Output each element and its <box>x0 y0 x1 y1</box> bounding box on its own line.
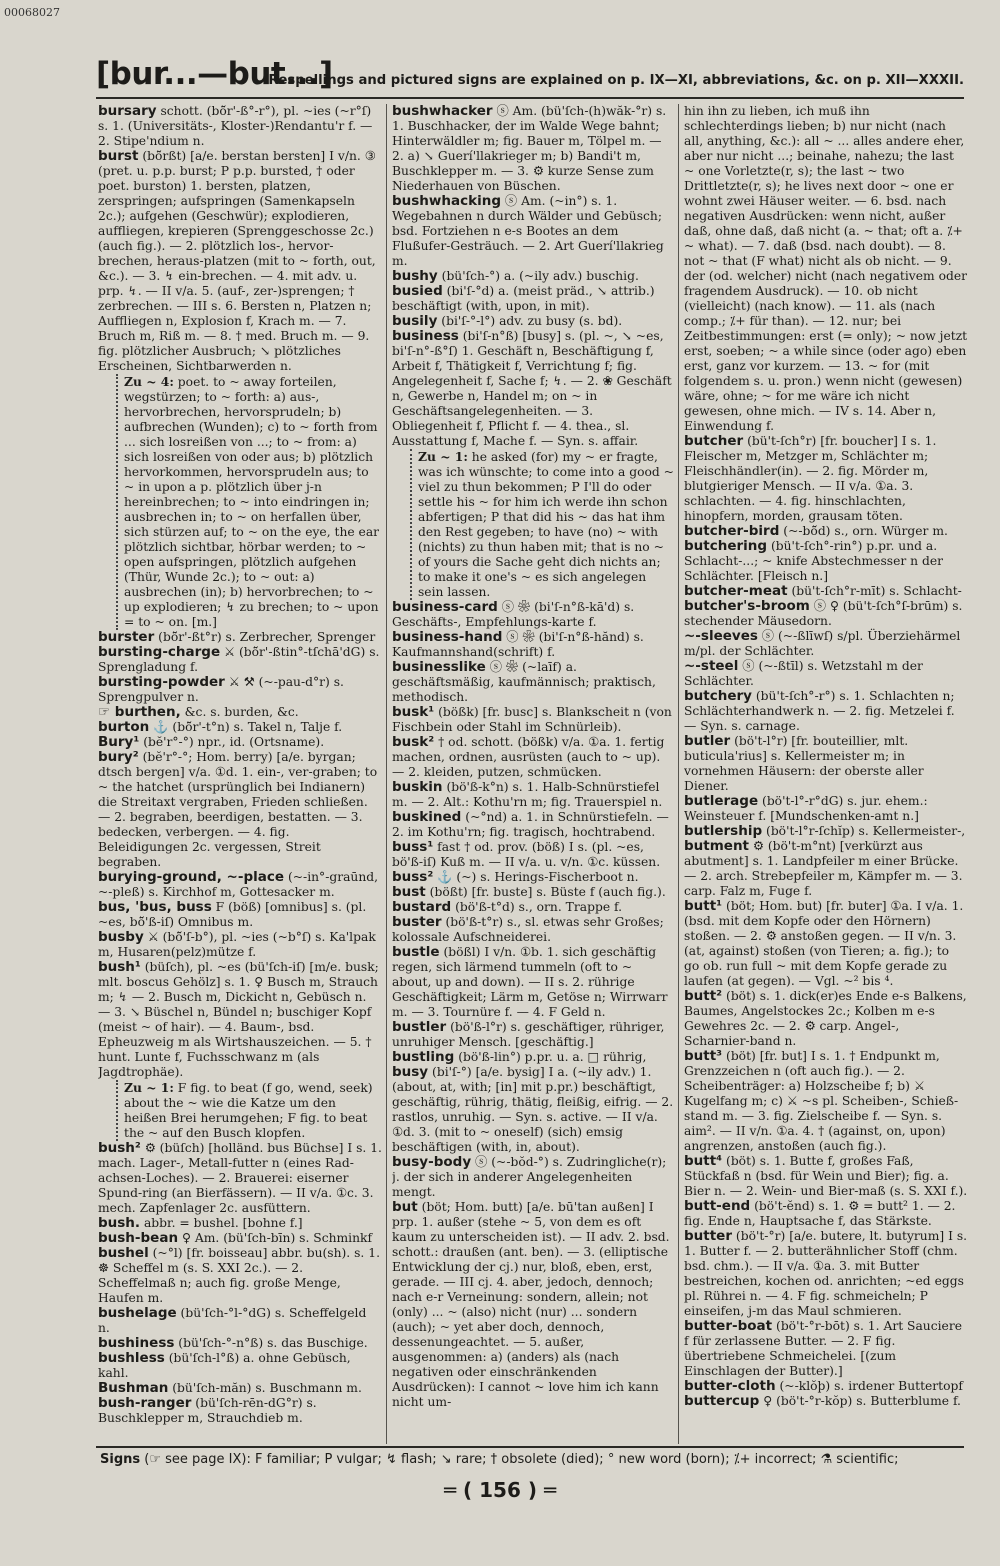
entry-text: ♀ (bö't-°r-kŏp) s. Butterblume f. <box>759 1394 961 1408</box>
dictionary-entry <box>392 1020 674 1050</box>
dictionary-entry <box>392 945 674 1020</box>
entry-text: (bi'ſ-°d) a. (meist präd., ↘ attrib.) beschäftigt (with, upon, in mit). <box>392 284 655 313</box>
headword: butchery <box>684 688 752 704</box>
signs-label: Signs <box>100 1452 141 1467</box>
entry-text: F fig. to beat (f go, wend, seek) about the ~ wie die Katze um den heißen Brei herumgehen; F fig. to beat the ~ auf den Busch klopfen. <box>124 1081 373 1140</box>
dictionary-entry <box>684 839 968 899</box>
entry-text: ⚔ (bö̆r'-ßtin°-tſchā'dG) s. Sprengladung f. <box>98 645 380 674</box>
phrase-block <box>116 1080 382 1141</box>
headword: butlership <box>684 823 763 839</box>
dictionary-entry <box>98 960 382 1080</box>
entry-text: ⓢ Am. (bü'ſch-(h)wăk-°r) s. 1. Buschhacker, der im Walde Wege bahnt; Hinterwäldler m; fig. Bauer m, Tölpel m. — 2. a) ↘ Guerí'llakrieger m; b) Bandi't m, Buschklepper m. — 3. ⚙ kurze Sense zum Niederhauen von Büschen. <box>392 104 667 193</box>
dictionary-entry <box>684 794 968 824</box>
headword: buskin <box>392 779 443 795</box>
entry-text: ♀ Am. (bü'ſch-bīn) s. Schminkf <box>178 1231 373 1245</box>
headword: butcher-meat <box>684 583 788 599</box>
entry-text: ⚓ (~) s. Herings-Fischerboot n. <box>433 870 639 884</box>
headword: bush-ranger <box>98 1395 192 1411</box>
dictionary-entry <box>684 1229 968 1319</box>
headword: bushiness <box>98 1335 175 1351</box>
dictionary-entry <box>392 870 674 885</box>
headword: business <box>392 328 459 344</box>
headword: butt³ <box>684 1048 723 1064</box>
entry-text: ⚔ ⚒ (~-pau-d°r) s. Sprengpulver n. <box>98 675 344 704</box>
entry-text: ⓢ ❀ (bi'ſ-n°ß-hănd) s. Kaufmannshand(schrift) f. <box>392 630 644 659</box>
entry-text: (böt; Hom. but) [fr. buter] ①a. I v/a. 1. (bsd. mit dem Kopfe oder den Hörnern) stoßen. — 2. ⚙ anstoßen gegen. — II v/n. 3. (at, against) stoßen (von Tieren; a. fig.); to go ob. run full ~ mit dem Kopfe gerade zu laufen (at gegen). — Vgl. ~² bis ⁴. <box>684 899 964 988</box>
entry-text: fast † od. prov. (böß) I s. (pl. ~es, bö'ß-iſ) Kuß m. — II v/a. u. v/n. ①c. küssen. <box>392 840 661 869</box>
headword: bush² <box>98 1140 141 1156</box>
entry-text: he asked (for) my ~ er fragte, was ich wünschte; to come into a good ~ viel zu thun bekommen; P I'll do oder settle his ~ for him ich werde ihn schon abfertigen; P that did his ~ das hat ihm den Rest gegeben; to have (no) ~ with (nichts) zu thun haben mit; that is no ~ of yours die Sache geht dich nichts an; to make it one's ~ es sich angelegen sein lassen. <box>418 450 674 599</box>
entry-text: ⚓ (bö̆r'-t°n) s. Takel n, Talje f. <box>149 720 343 734</box>
dictionary-entry <box>392 314 674 329</box>
headword: butt-end <box>684 1198 751 1214</box>
headword: busby <box>98 929 144 945</box>
entry-text: (böt; Hom. butt) [a/e. bū'tan außen] I prp. 1. außer (stehe ~ 5, von dem es oft kaum zu unterscheiden ist). — II adv. 2. bsd. schott.: draußen (ant. ben). — 3. (elliptische Entwicklung der cj.) nur, bloß, eben, erst, gerade. — III cj. 4. aber, jedoch, dennoch; nach e-r Verneinung: sondern, allein; not (only) ... ~ (also) nicht (nur) ... sondern (auch); ~ yet aber doch, dennoch, dessenungeachtet. — 5. außer, ausgenommen: a) (anders) als (nach negativen oder einschränkenden Ausdrücken): I cannot ~ love him ich kann nicht um- <box>392 1200 670 1409</box>
headword: butchering <box>684 538 768 554</box>
headword: bushel <box>98 1245 149 1261</box>
headword: bustle <box>392 944 440 960</box>
header-rule <box>96 97 964 99</box>
entry-text: (bü't-ſch°r-mīt) s. Schlacht- <box>787 584 962 598</box>
entry-text: F (böß) [omnibus] s. (pl. ~es, bö̆'ß-iſ) Omnibus m. <box>98 900 367 929</box>
dictionary-entry <box>98 630 382 645</box>
dictionary-entry <box>98 1216 382 1231</box>
dictionary-entry <box>98 1306 382 1336</box>
dictionary-entry <box>684 689 968 734</box>
headword: ☞ burthen, <box>98 704 181 720</box>
dictionary-entry <box>98 645 382 675</box>
entry-text: (bö'ß-t°d) s., orn. Trappe f. <box>451 900 623 914</box>
headword: butcher's-broom <box>684 598 810 614</box>
dictionary-entry <box>684 1154 968 1199</box>
dictionary-entry <box>98 1351 382 1381</box>
headword: business-hand <box>392 629 503 645</box>
entry-text: (bü'ſch-măn) s. Buschmann m. <box>168 1381 362 1395</box>
entry-text: (bö'ß-k°n) s. 1. Halb-Schnürstiefel m. — 2. Alt.: Kothu'rn m; fig. Trauerspiel n. <box>392 780 663 809</box>
entry-text: ⚔ (bö̆'ſ-b°), pl. ~ies (~b°ſ) s. Ka'lpak m, Husaren(pelz)mütze f. <box>98 930 376 959</box>
entry-text: (bü'ſch-°-n°ß) s. das Buschige. <box>174 1336 368 1350</box>
dictionary-entry <box>392 810 674 840</box>
entry-text: (bü'ſch-l°ß) a. ohne Gebüsch, kahl. <box>98 1351 351 1380</box>
entry-text: ⓢ ♀ (bü't-ſch°ſ-brūm) s. stechender Mäusedorn. <box>684 599 963 628</box>
dictionary-entry <box>684 1394 968 1409</box>
headword: butler <box>684 733 731 749</box>
entry-text: (bĕ'r°-°; Hom. berry) [a/e. byrgan; dtsch bergen] v/a. ①d. 1. ein-, ver-graben; to ~ the hatchet (ursprünglich bei Indianern) die Streitaxt vergraben, Frieden schließen. — 2. begraben, beerdigen, bestatten. — 3. bedecken, verbergen. — 4. fig. Beleidigungen 2c. vergessen, Streit begraben. <box>98 750 378 869</box>
headword: Zu ~ 1: <box>418 449 468 464</box>
entry-text: (~-klŏþ) s. irdener Buttertopf <box>775 1379 963 1393</box>
entry-text: schott. (bö̆r'-ß°-r°), pl. ~ies (~r°ſ) s. 1. (Universitäts-, Kloster-)Rendantu'r f. — 2. Stipe'ndium n. <box>98 104 373 148</box>
dictionary-entry <box>98 1336 382 1351</box>
dictionary-entry <box>98 930 382 960</box>
headword: bust <box>392 884 426 900</box>
headword: bushwhacking <box>392 193 501 209</box>
scan-id: 00068027 <box>4 6 60 19</box>
headword: butlerage <box>684 793 759 809</box>
headword: Zu ~ 4: <box>124 374 174 389</box>
entry-text: (bü'ſch-°l-°dG) s. Scheffelgeld n. <box>98 1306 367 1335</box>
entry-text: (bößl) I v/n. ①b. 1. sich geschäftig regen, sich lärmend tummeln (oft to ~ about, up and down). — II s. 2. rührige Geschäftigkeit; Lärm m, Getöse n; Wirrwarr m. — 3. Tournüre f. — 4. F Geld n. <box>392 945 668 1019</box>
dictionary-entry <box>98 1381 382 1396</box>
entry-text: (bö't-°r) [a/e. butere, lt. butyrum] I s. 1. Butter f. — 2. butterähnlicher Stoff (chm. bsd. chm.). — II v/a. ①a. 3. mit Butter bestreichen, kochen od. anrichten; ~ed eggs pl. Rührei n. — 4. F fig. schmeicheln; P einseifen, j-m das Maul schmieren. <box>684 1229 968 1318</box>
dictionary-entry <box>684 1199 968 1229</box>
entry-text: (böt) [fr. but] I s. 1. † Endpunkt m, Grenzzeichen n (oft auch fig.). — 2. Scheibenträger: a) Holzscheibe f; b) ⚔ Kugelfang m; c) ⚔ ~s pl. Scheiben-, Schieß-stand m. — 3. fig. Zielscheibe f. — Syn. s. aim². — II v/n. ①a. 4. † (against, on, upon) angrenzen, anstoßen (auch fig.). <box>684 1049 959 1153</box>
dictionary-entry <box>98 750 382 870</box>
dictionary-entry <box>684 434 968 524</box>
entry-text: abbr. = bushel. [bohne f.] <box>140 1216 303 1230</box>
headword: butment <box>684 838 750 854</box>
entry-text: (bö'ß-t°r) s., sl. etwas sehr Großes; kolossale Aufschneiderei. <box>392 915 664 944</box>
dictionary-entry <box>392 630 674 660</box>
headword: butter-boat <box>684 1318 773 1334</box>
dictionary-entry <box>684 899 968 989</box>
dictionary-entry <box>98 1141 382 1216</box>
headword: burying-ground, ~-place <box>98 869 285 885</box>
dictionary-entry <box>98 149 382 374</box>
dictionary-entry <box>684 1319 968 1379</box>
column-divider <box>678 104 679 1444</box>
page-range-title: [bur...—but...] <box>96 56 333 92</box>
dictionary-entry <box>392 284 674 314</box>
entry-text: (bi'ſ-°) [a/e. bysig] I a. (~ily adv.) 1. (about, at, with; [in] mit p.pr.) beschäftigt, geschäftig, rührig, thätig, fleißig, eifrig. — 2. rastlos, unruhig. — Syn. s. active. — II v/a. ①d. 3. (mit to ~ oneself) (sich) emsig beschäftigen (with, in, about). <box>392 1065 674 1154</box>
headword: burster <box>98 629 155 645</box>
headword: burst <box>98 148 139 164</box>
entry-text: ⓢ ❀ (bi'ſ-n°ß-kā'd) s. Geschäfts-, Empfehlungs-karte f. <box>392 600 635 629</box>
entry-text: hin ihn zu lieben, ich muß ihn schlechterdings lieben; b) nur nicht (nach all, anything, &c.): all ~ ... alles andere eher, aber nur nicht ...; beinahe, nahezu; the last ~ one Vorletzte(r, s); the last ~ two Drittletzte(r, s); he lives next door ~ one er wohnt zwei Häuser weiter. — 6. bsd. nach negativen Ausdrücken: wenn nicht, außer daß, ohne daß, daß nicht (a. ~ that; oft a. ⁒+ ~ what). — 7. daß (bsd. nach doubt). — 8. not ~ that (F what) nicht als ob nicht. — 9. der (od. welcher) nicht (nach negativem oder fragendem Ausdruck). — 10. ob nicht (vielleicht) (nach know). — 11. als (nach comp.; ⁒+ für than). — 12. nur; bei Zeitbestimmungen: erst (= only); ~ now jetzt erst, soeben; ~ a while since (oder ago) eben erst, ganz vor kurzem. — 13. ~ for (mit folgendem s. u. pron.) wenn nicht (gewesen) wäre, ohne; ~ for me wäre ich nicht gewesen, ohne mich. — IV s. 14. Aber n, Einwendung f. <box>684 104 968 433</box>
headword: Bury¹ <box>98 734 140 750</box>
dictionary-entry <box>392 1155 674 1200</box>
headword: but <box>392 1199 418 1215</box>
entry-text: (bö'ß-lin°) p.pr. u. a. □ rührig, <box>454 1050 647 1064</box>
entry-text: &c. s. burden, &c. <box>180 705 299 719</box>
entry-text: † od. schott. (bößk) v/a. ①a. 1. fertig machen, ordnen, ausrüsten (auch to ~ up). — 2. kleiden, putzen, schmücken. <box>392 735 665 779</box>
column-3 <box>684 104 968 1442</box>
dictionary-entry <box>684 1379 968 1394</box>
phrase-block <box>410 449 674 600</box>
entry-text: (bö't-l°-r°dG) s. jur. ehem.: Weinsteuer f. [Mundschenken-amt n.] <box>684 794 928 823</box>
headword: busy-body <box>392 1154 472 1170</box>
headword: bursting-charge <box>98 644 221 660</box>
headword: businesslike <box>392 659 486 675</box>
dictionary-entry <box>392 1200 674 1410</box>
dictionary-entry <box>392 735 674 780</box>
entry-text: (bü'ſch-°) a. (~ily adv.) buschig. <box>437 269 639 283</box>
headword: bursary <box>98 104 157 119</box>
dictionary-entry <box>684 824 968 839</box>
headword: ~-steel <box>684 658 739 674</box>
dictionary-entry <box>392 885 674 900</box>
headword: butter <box>684 1228 732 1244</box>
dictionary-entry <box>392 780 674 810</box>
dictionary-entry <box>98 675 382 705</box>
dictionary-entry <box>392 104 674 194</box>
entry-text: ⚙ (bö't-m°nt) [verkürzt aus abutment] s. 1. Landpfeiler m einer Brücke. — 2. arch. Strebepfeiler m, Kämpfer m. — 3. carp. Falz m, Fuge f. <box>684 839 963 898</box>
dictionary-entry <box>684 104 968 434</box>
dictionary-entry <box>684 989 968 1049</box>
headword: bushelage <box>98 1305 177 1321</box>
entry-text: (~°nd) a. 1. in Schnürstiefeln. — 2. im Kothu'rn; fig. tragisch, hochtrabend. <box>392 810 669 839</box>
headword: busied <box>392 283 443 299</box>
entry-text: (bü't-ſch°-r°) s. 1. Schlachten n; Schlächterhandwerk n. — 2. fig. Metzelei f. — Syn. s. carnage. <box>684 689 955 733</box>
entry-text: (bö't-ĕnd) s. 1. ⚙ = butt² 1. — 2. fig. Ende n, Hauptsache f, das Stärkste. <box>684 1199 956 1228</box>
headword: butt⁴ <box>684 1153 723 1169</box>
signs-reference: (☞ see page IX): <box>144 1452 251 1467</box>
dictionary-entry <box>392 915 674 945</box>
column-divider <box>386 104 387 1444</box>
headword: buss¹ <box>392 839 434 855</box>
page-number: ═ ( 156 ) ═ <box>444 1478 556 1502</box>
column-1 <box>98 104 382 1442</box>
headword: Bushman <box>98 1380 169 1396</box>
entry-text: ⓢ (~-ßlīwſ) s/pl. Überziehärmel m/pl. der Schlächter. <box>684 629 961 658</box>
dictionary-entry <box>684 1049 968 1154</box>
entry-text: (bi'ſ-n°ß) [busy] s. (pl. ~, ↘ ~es, bi'ſ-n°-ß°ſ) 1. Geschäft n, Beschäftigung f, Arbeit f, Thätigkeit f, Verrichtung f; fig. Angelegenheit f, Sache f; ↯. — 2. ❀ Geschäft n, Gewerbe n, Handel m; on ~ in Geschäftsangelegenheiten. — 3. Obliegenheit f, Pflicht f. — 4. thea., sl. Ausstattung f, Mache f. — Syn. s. affair. <box>392 329 672 448</box>
entry-text: (bü'ſch-rēn-dG°r) s. Buschklepper m, Strauchdieb m. <box>98 1396 317 1425</box>
headword: bustard <box>392 899 452 915</box>
dictionary-entry <box>684 659 968 689</box>
entry-text: ⓢ ❀ (~laīf) a. geschäftsmäßig, kaufmännisch; praktisch, methodisch. <box>392 660 656 704</box>
dictionary-entry <box>392 1065 674 1155</box>
dictionary-entry <box>684 599 968 629</box>
headword: buttercup <box>684 1393 760 1409</box>
dictionary-entry <box>684 734 968 794</box>
header-note: Respellings and pictured signs are explained on p. IX—XI, abbreviations, &c. on p. XII—XXXII. <box>268 73 964 88</box>
entry-text: (bö'ß-l°r) s. geschäftiger, rühriger, unruhiger Mensch. [geschäftig.] <box>392 1020 665 1049</box>
dictionary-entry <box>98 1396 382 1426</box>
headword: business-card <box>392 599 498 615</box>
entry-text: ⓢ (~-ßtīl) s. Wetzstahl m der Schlächter. <box>684 659 923 688</box>
dictionary-entry <box>684 524 968 539</box>
entry-text: (bö̆rßt) [a/e. berstan bersten] I v/n. ③ (pret. u. p.p. burst; P p.p. bursted, † oder poet. burston) 1. bersten, platzen, zerspringen; aufspringen (Samenkapseln 2c.); aufgehen (Geschwür); explodieren, auffliegen, krepieren (Sprenggeschosse 2c.) (auch fig.). — 2. plötzlich los-, hervor-brechen, heraus-platzen (mit to ~ forth, out, &c.). — 3. ↯ ein-brechen. — 4. mit adv. u. prp. ↯. — II v/a. 5. (auf-, zer-)sprengen; † zerbrechen. — III s. 6. Bersten n, Platzen n; Auffliegen n, Explosion f, Krach m. — 7. Bruch m, Riß m. — 8. † med. Bruch m. — 9. fig. plötzlicher Ausbruch; ↘ plötzliches Erscheinen, Sichtbarwerden n. <box>98 149 376 373</box>
entry-text: poet. to ~ away forteilen, wegstürzen; to ~ forth: a) aus-, hervorbrechen, hervorsprudeln; b) aufbrechen (Wunden); c) to ~ forth from ... sich losreißen von ...; to ~ from: a) sich losreißen von oder aus; b) plötzlich hervorkommen, hervorsprudeln aus; to ~ in upon a p. plötzlich über j-n hereinbrechen; to ~ into eindringen in; ausbrechen in; to ~ on herfallen über, sich stürzen auf; to ~ on the eye, the ear plötzlich sichtbar, hörbar werden; to ~ open aufspringen, plötzlich aufgehen (Thür, Wunde 2c.); to ~ out: a) ausbrechen (in); b) hervorbrechen; to ~ up explodieren; ↯ zu brechen; to ~ upon = to ~ on. [m.] <box>124 375 380 629</box>
headword: butt² <box>684 988 723 1004</box>
entry-text: (bü't-ſch°r) [fr. boucher] I s. 1. Fleischer m, Metzger m, Schlächter m; Fleischhändler(in). — 2. fig. Mörder m, blutgieriger Mensch. — II v/a. ①a. 3. schlachten. — 4. fig. hinschlachten, hinopfern, morden, grausam töten. <box>684 434 937 523</box>
headword: butcher <box>684 433 744 449</box>
entry-text: (bö't-°r-bōt) s. 1. Art Sauciere f für zerlassene Butter. — 2. F fig. übertriebene Schmeichelei. [(zum Einschlagen der Butter).] <box>684 1319 962 1378</box>
dictionary-entry <box>98 720 382 735</box>
dictionary-entry <box>392 194 674 269</box>
signs-legend <box>100 1452 966 1467</box>
page-header <box>96 56 964 96</box>
dictionary-entry <box>392 600 674 630</box>
entry-text: (büſch), pl. ~es (bü'ſch-iſ) [m/e. busk; mlt. boscus Gehölz] s. 1. ♀ Busch m, Strauch m; ↯ — 2. Busch m, Dickicht n, Gebüsch n. — 3. ↘ Büschel n, Bündel n; buschiger Kopf (meist ~ of hair). — 4. Baum-, bsd. Epheuzweig m als Wirtshauszeichen. — 5. † hunt. Lunte f, Fuchsschwanz m (als Jagdtrophäe). <box>98 960 379 1079</box>
dictionary-entry <box>98 1231 382 1246</box>
headword: butter-cloth <box>684 1378 776 1394</box>
dictionary-entry <box>684 584 968 599</box>
entry-text: (~-in°-graūnd, ~-pleß) s. Kirchhof m, Gottesacker m. <box>98 870 379 899</box>
dictionary-entry <box>392 705 674 735</box>
headword: bursting-powder <box>98 674 225 690</box>
headword: bush-bean <box>98 1230 179 1246</box>
dictionary-entry <box>392 900 674 915</box>
entry-text: (bi'ſ-°-l°) adv. zu busy (s. bd). <box>437 314 623 328</box>
headword: bush. <box>98 1215 141 1231</box>
headword: bushy <box>392 268 438 284</box>
phrase-block <box>116 374 382 630</box>
headword: bush¹ <box>98 959 141 975</box>
headword: burton <box>98 719 150 735</box>
headword: bushless <box>98 1350 165 1366</box>
entry-text: (bößt) [fr. buste] s. Büste f (auch fig.). <box>425 885 666 899</box>
dictionary-entry <box>98 705 382 720</box>
dictionary-entry <box>98 1246 382 1306</box>
headword: buskined <box>392 809 462 825</box>
headword: butcher-bird <box>684 523 780 539</box>
headword: busily <box>392 313 438 329</box>
signs-text: F familiar; P vulgar; ↯ flash; ↘ rare; † obsolete (died); ° new word (born); ⁒+ incorrect; ⚗ scientific; <box>254 1452 899 1467</box>
headword: busk² <box>392 734 435 750</box>
entry-text: (böt) s. 1. Butte f, großes Faß, Stückfaß n (bsd. für Wein und Bier); fig. a. Bier n. — 2. Wein- und Bier-maß (s. S. XXI f.). <box>684 1154 968 1198</box>
dictionary-entry <box>684 629 968 659</box>
dictionary-entry <box>98 900 382 930</box>
headword: Zu ~ 1: <box>124 1080 174 1095</box>
entry-text: (bĕ'r°-°) npr., id. (Ortsname). <box>139 735 325 749</box>
entry-text: (böt) s. 1. dick(er)es Ende e-s Balkens, Baumes, Angelstockes 2c.; Kolben m e-s Gewehres 2c. — 2. ⚙ carp. Angel-, Scharnier-band n. <box>684 989 967 1048</box>
entry-text: ⓢ Am. (~in°) s. 1. Wegebahnen n durch Wälder und Gebüsch; bsd. Fortziehen n e-s Bootes an dem Flußufer-Gesträuch. — 2. Art Guerí'llakrieg m. <box>392 194 664 268</box>
entry-text: (~°l) [fr. boisseau] abbr. bu(sh). s. 1. ☸ Scheffel m (s. S. XXI 2c.). — 2. Scheffelmaß n; auch fig. große Menge, Haufen m. <box>98 1246 380 1305</box>
entry-text: (~-bö̆d) s., orn. Würger m. <box>779 524 948 538</box>
dictionary-entry <box>392 1050 674 1065</box>
entry-text: (bü't-ſch°-rin°) p.pr. und a. Schlacht-...; ~ knife Abstechmesser n der Schlächter. [Fleisch n.] <box>684 539 943 583</box>
headword: buss² <box>392 869 434 885</box>
headword: butt¹ <box>684 898 723 914</box>
entry-text: (bö't-l°r-ſchĭp) s. Kellermeister-, <box>762 824 966 838</box>
entry-text: ⚙ (büſch) [holländ. bus Büchse] I s. 1. mach. Lager-, Metall-futter n (eines Rad-achsen-Loches). — 2. Brauerei: eiserner Spund-ring (an Bierfässern). — II v/a. ①c. 3. mech. Zapfenlager 2c. ausfüttern. <box>98 1141 382 1215</box>
footer-rule <box>96 1446 964 1448</box>
column-2 <box>392 104 674 1442</box>
headword: busk¹ <box>392 704 435 720</box>
entry-text: (bößk) [fr. busc] s. Blankscheit n (von Fischbein oder Stahl im Schnürleib). <box>392 705 672 734</box>
entry-text: ⓢ (~-bŏd-°) s. Zudringliche(r); j. der sich in anderer Angelegenheiten mengt. <box>392 1155 667 1199</box>
dictionary-entry <box>392 840 674 870</box>
headword: bustler <box>392 1019 447 1035</box>
dictionary-entry <box>392 329 674 449</box>
entry-text: (bö't-l°r) [fr. bouteillier, mlt. buticula'rius] s. Kellermeister m; in vornehmen Häusern: der oberste aller Diener. <box>684 734 924 793</box>
headword: bus, 'bus, buss <box>98 899 212 915</box>
dictionary-entry <box>98 735 382 750</box>
entry-text: (bö̆r'-ßt°r) s. Zerbrecher, Sprenger <box>154 630 376 644</box>
headword: bury² <box>98 749 139 765</box>
headword: ~-sleeves <box>684 628 758 644</box>
headword: bustling <box>392 1049 455 1065</box>
dictionary-entry <box>392 269 674 284</box>
dictionary-entry <box>98 870 382 900</box>
dictionary-entry <box>98 104 382 149</box>
headword: bushwhacker <box>392 104 493 119</box>
dictionary-entry <box>684 539 968 584</box>
dictionary-entry <box>392 660 674 705</box>
headword: buster <box>392 914 442 930</box>
headword: busy <box>392 1064 429 1080</box>
